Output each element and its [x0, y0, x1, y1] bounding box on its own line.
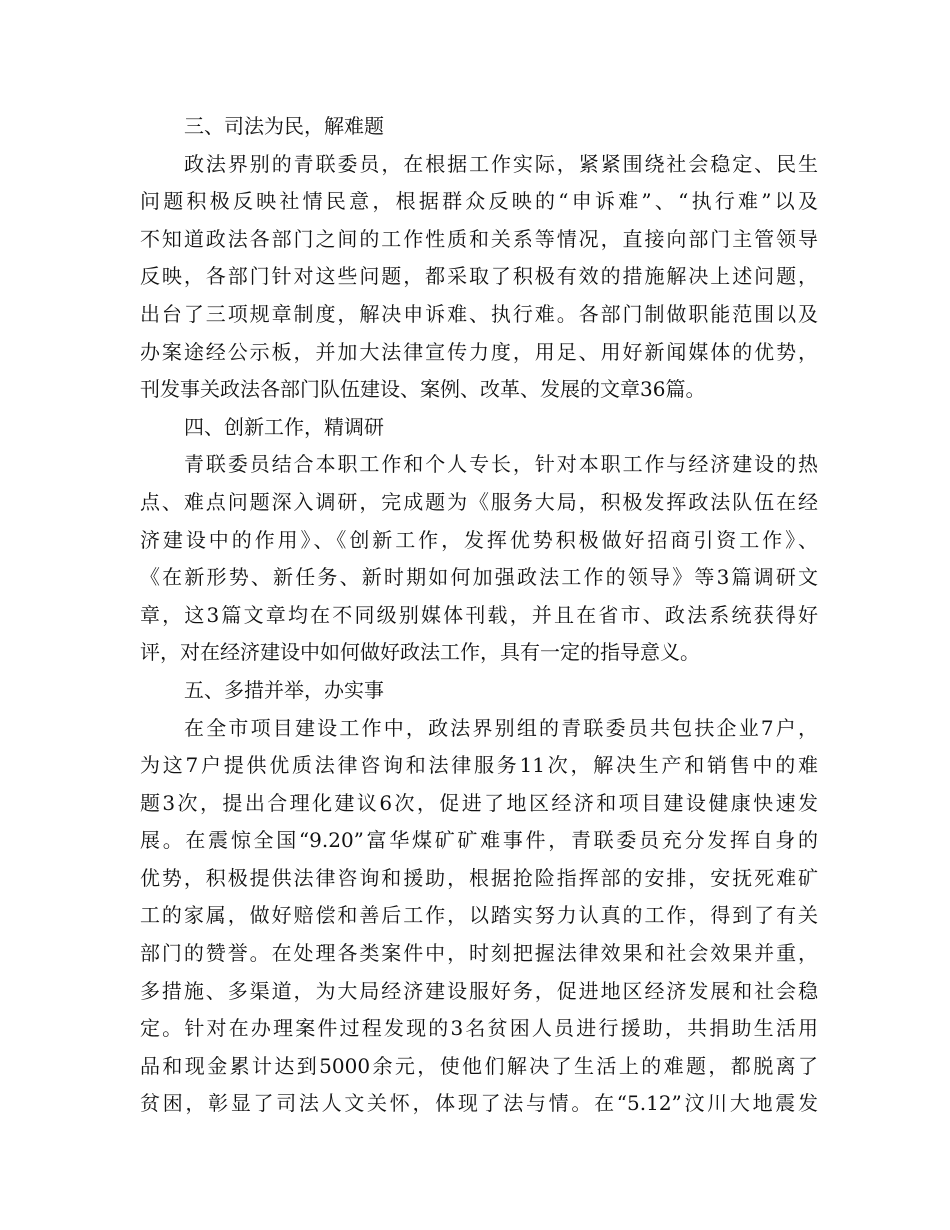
section-heading: 三、司法为民，解难题	[184, 114, 384, 138]
paragraph-line: 出台了三项规章制度，解决申诉难、执行难。各部门制做职能范围以及	[140, 301, 818, 326]
paragraph-line: 章，这3篇文章均在不同级别媒体刊载，并且在省市、政法系统获得好	[140, 602, 818, 627]
paragraph-line: 青联委员结合本职工作和个人专长，针对本职工作与经济建设的热	[184, 452, 818, 477]
paragraph-line: 部门的赞誉。在处理各类案件中，时刻把握法律效果和社会效果并重，	[140, 941, 818, 966]
paragraph-line: 展。在震惊全国“9.20”富华煤矿矿难事件，青联委员充分发挥自身的	[140, 828, 818, 853]
paragraph-line: 评，对在经济建设中如何做好政法工作，具有一定的指导意义。	[140, 640, 700, 665]
paragraph-line: 定。针对在办理案件过程发现的3名贫困人员进行援助，共捐助生活用	[140, 1016, 818, 1041]
paragraph-line: 政法界别的青联委员，在根据工作实际，紧紧围绕社会稳定、民生	[184, 151, 818, 176]
paragraph-line: 题3次，提出合理化建议6次，促进了地区经济和项目建设健康快速发	[140, 790, 818, 815]
section-heading: 五、多措并举，办实事	[184, 677, 384, 702]
paragraph-line: 刊发事关政法各部门队伍建设、案例、改革、发展的文章36篇。	[140, 377, 706, 402]
paragraph-line: 多措施、多渠道，为大局经济建设服好务，促进地区经济发展和社会稳	[140, 978, 818, 1003]
document-body	[140, 108, 818, 1123]
paragraph-line: 反映，各部门针对这些问题，都采取了积极有效的措施解决上述问题，	[140, 264, 818, 289]
paragraph-line: 品和现金累计达到5000余元，使他们解决了生活上的难题，都脱离了	[140, 1053, 818, 1078]
paragraph-line: 优势，积极提供法律咨询和援助，根据抢险指挥部的安排，安抚死难矿	[140, 865, 818, 890]
paragraph-line: 贫困，彰显了司法人文关怀，体现了法与情。在“5.12”汶川大地震发	[140, 1091, 818, 1116]
paragraph-line: 问题积极反映社情民意，根据群众反映的“申诉难”、“执行难”以及	[140, 189, 818, 214]
paragraph-line: 《在新形势、新任务、新时期如何加强政法工作的领导》等3篇调研文	[140, 565, 818, 590]
paragraph-line: 工的家属，做好赔偿和善后工作，以踏实努力认真的工作，得到了有关	[140, 903, 818, 928]
paragraph-line: 点、难点问题深入调研，完成题为《服务大局，积极发挥政法队伍在经	[140, 489, 818, 514]
paragraph-line: 不知道政法各部门之间的工作性质和关系等情况，直接向部门主管领导	[140, 226, 818, 251]
paragraph-line: 济建设中的作用》、《创新工作，发挥优势积极做好招商引资工作》、	[140, 527, 818, 552]
paragraph-line: 为这7户提供优质法律咨询和法律服务11次，解决生产和销售中的难	[140, 753, 818, 778]
paragraph-line: 办案途经公示板，并加大法律宣传力度，用足、用好新闻媒体的优势，	[140, 339, 818, 364]
paragraph-line: 在全市项目建设工作中，政法界别组的青联委员共包扶企业7户，	[184, 715, 818, 740]
section-heading: 四、创新工作，精调研	[184, 414, 384, 439]
